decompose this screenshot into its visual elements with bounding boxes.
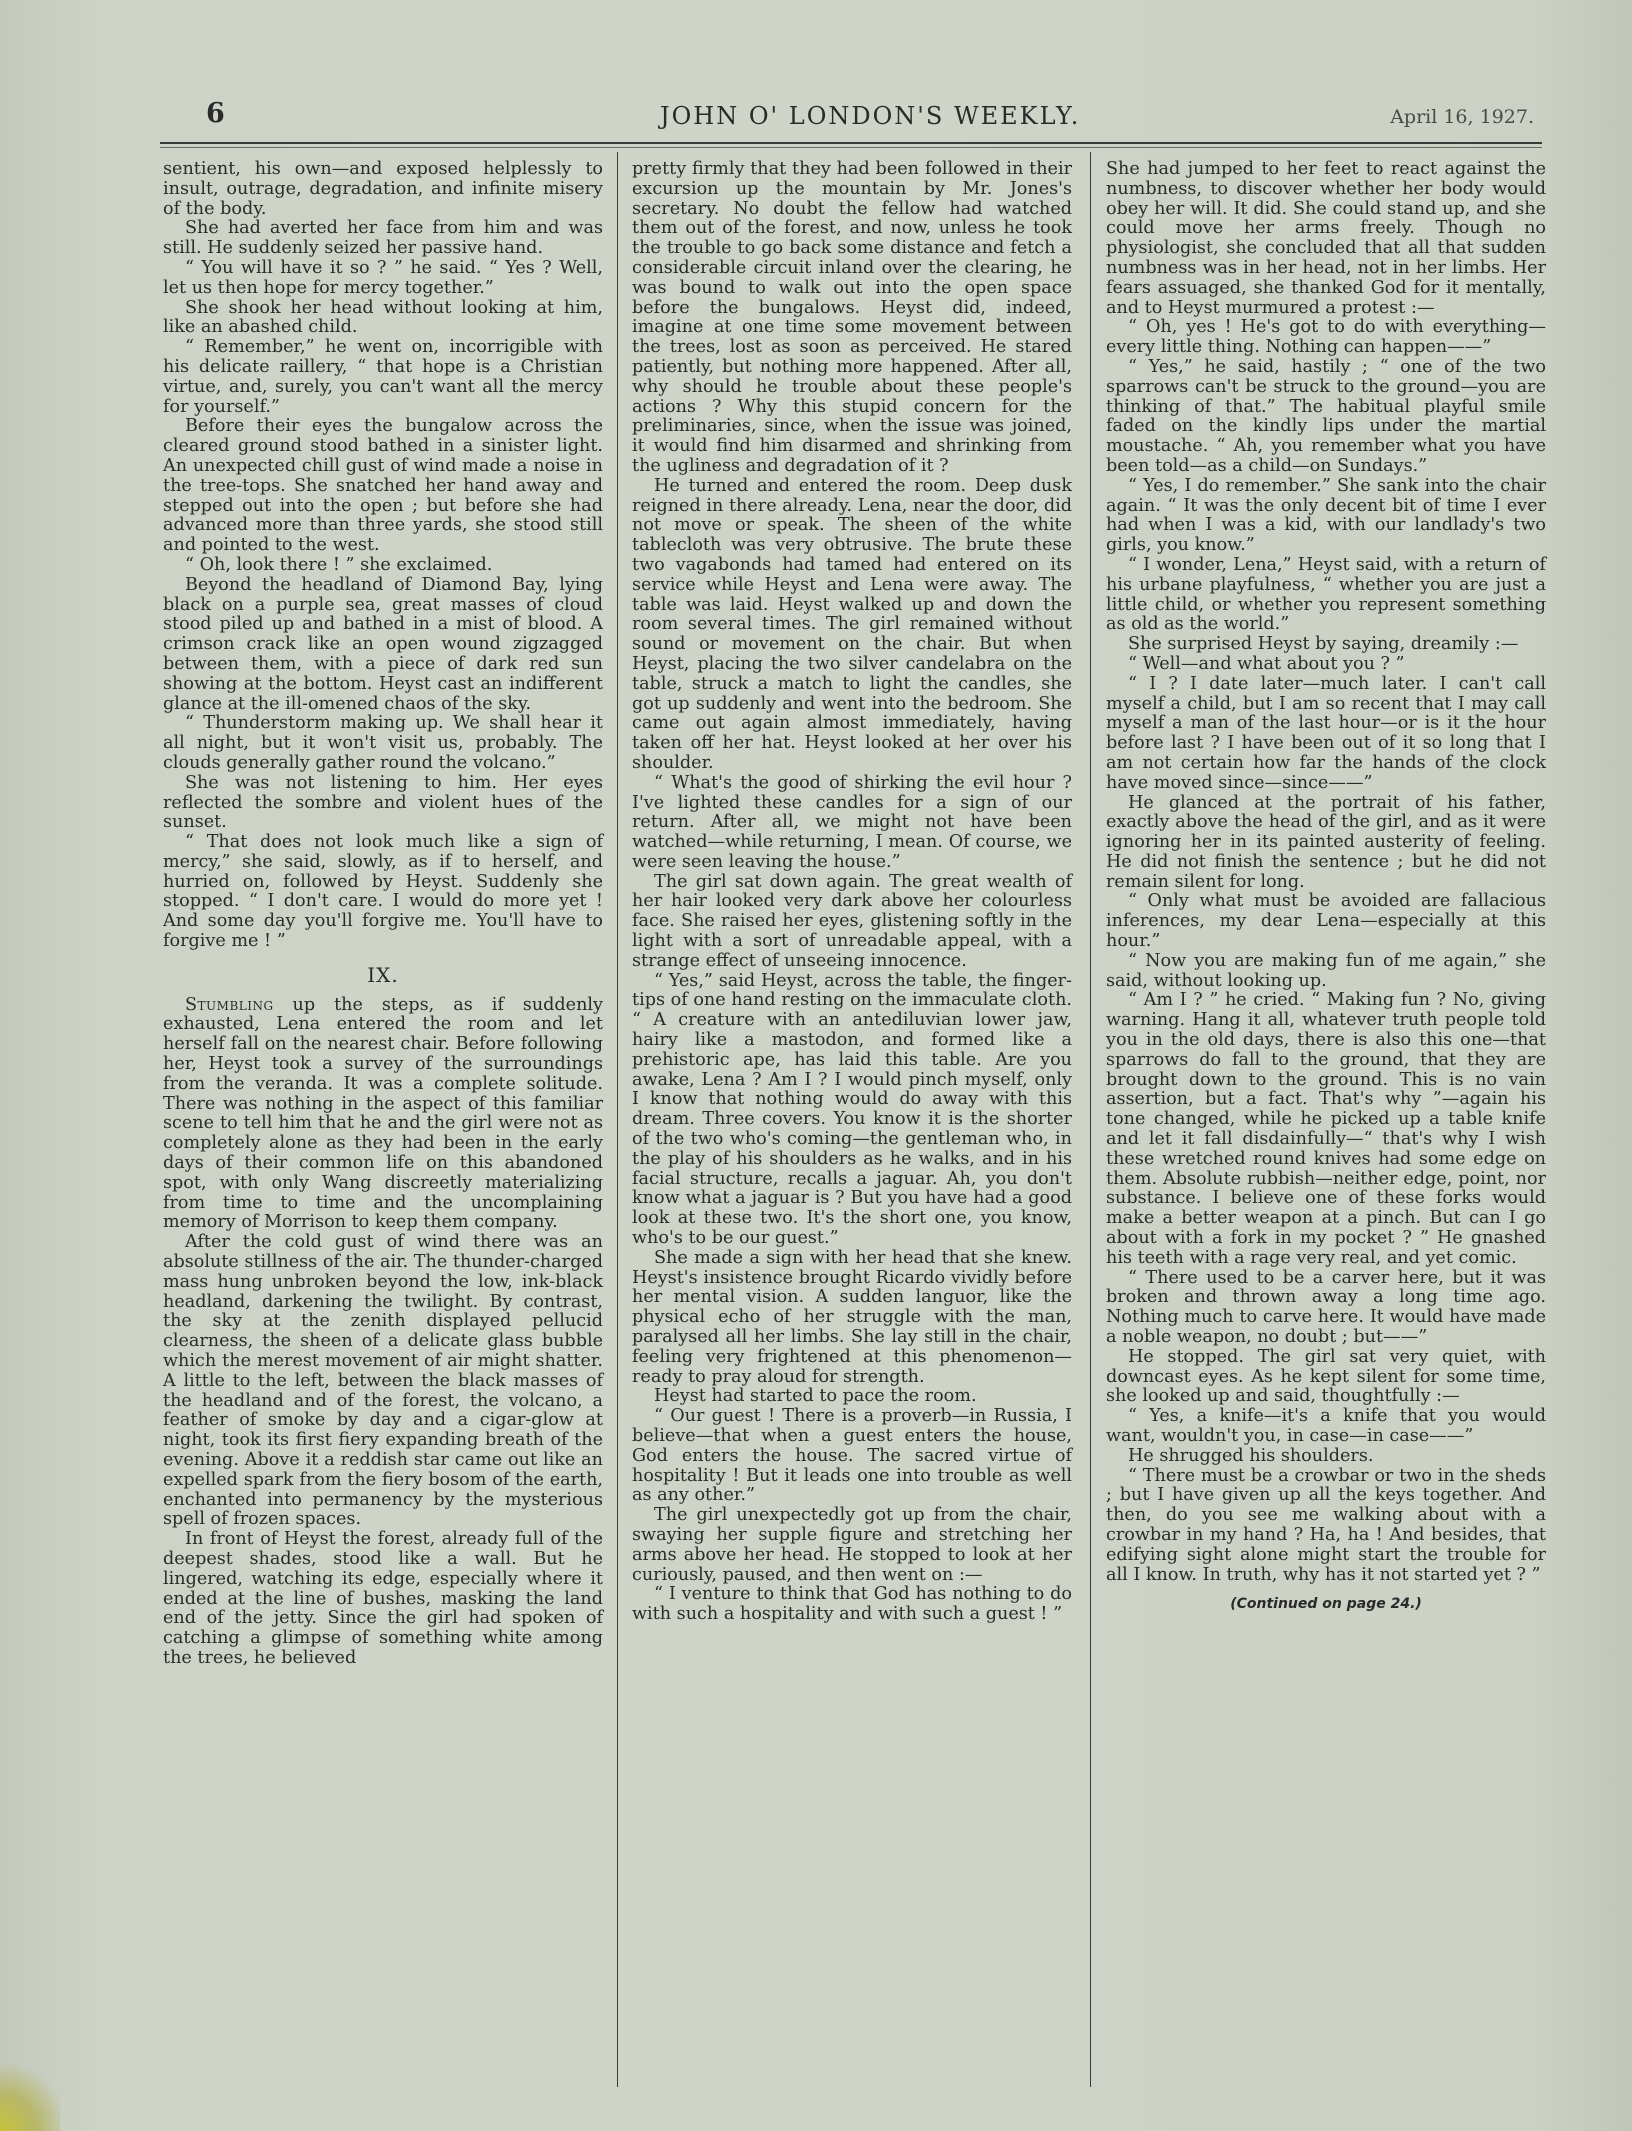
- continued-note: (Continued on page 24.): [1230, 1596, 1422, 1613]
- paragraph: In front of Heyst the forest, already full of the deepest shades, stood like a wall. But he lingered, watching its edge, especially where it ended at the line of bushes, masking the land end of the jetty. Since the girl had spoken of catching a glimpse of something white among the trees, he believed: [163, 1529, 603, 1668]
- paragraph: Before their eyes the bungalow across the cleared ground stood bathed in a sinister light. An unexpected chill gust of wind made a noise in the tree-tops. She snatched her hand away and stepped out into the open ; but before she had advanced more than three yards, she stood still and pointed to the west.: [163, 416, 603, 556]
- paragraph: He glanced at the portrait of his father, exactly above the head of the girl, and as it were ignoring her in its painted austerity of feeling. He did not finish the sentence ; but he did not remain silent for long.: [1106, 792, 1546, 892]
- paragraph: After the cold gust of wind there was an absolute stillness of the air. The thunder-charged mass hung unbroken beyond the low, ink-black headland, darkening the twilight. By contrast, the sky at the zenith displayed pellucid clearness, the sheen of a delicate glass bubble which the merest movement of air might shatter. A little to the left, between the black masses of the headland and of the forest, the volcano, a feather of smoke by day and a cigar-glow at night, took its first fiery expanding breath of the evening. Above it a reddish star came out like an expelled spark from the fiery bosom of the earth, enchanted into permanency by the mysterious spell of frozen spaces.: [163, 1232, 603, 1530]
- paragraph: She had jumped to her feet to react against the numbness, to discover whether her body would obey her will. It did. She could stand up, and she could move her arms freely. Though no physiologist, she concluded that all that sudden numbness was in her head, not in her limbs. Her fears assuaged, she thanked God for it mentally, and to Heyst murmured a protest :—: [1106, 159, 1546, 318]
- paragraph: “ Only what must be avoided are fallacious inferences, my dear Lena—especially at this hour.”: [1106, 891, 1546, 952]
- paragraph: “ There must be a crowbar or two in the sheds ; but I have given up all the keys together. And then, do you see me walking about with a crowbar in my hand ? Ha, ha ! And besides, that edifying sight alone might start the trouble for all I know. In truth, why has it not started yet ? ”: [1106, 1465, 1546, 1585]
- column-2: [632, 160, 1072, 1625]
- header-rule: [160, 142, 1542, 144]
- section-lead-word: Stumbling: [185, 994, 274, 1015]
- paragraph: “ I wonder, Lena,” Heyst said, with a return of his urbane playfulness, “ whether you are just a little child, or whether you represent something as old as the world.”: [1106, 554, 1546, 635]
- paragraph: “ I venture to think that God has nothing to do with such a hospitality and with such a guest ! ”: [632, 1584, 1072, 1625]
- paragraph: He shrugged his shoulders.: [1128, 1445, 1374, 1466]
- paragraph: “ Remember,” he went on, incorrigible with his delicate raillery, “ that hope is a Christian virtue, and, surely, you can't want all the mercy for yourself.”: [163, 337, 603, 417]
- section-heading: IX.: [367, 962, 399, 987]
- paragraph: She surprised Heyst by saying, dreamily :—: [1128, 634, 1519, 655]
- paragraph: “ There used to be a carver here, but it was broken and thrown away a long time ago. Nothing much to carve here. It would have made a noble weapon, no doubt ; but——”: [1106, 1267, 1546, 1348]
- paragraph: She had averted her face from him and was still. He suddenly seized her passive hand.: [163, 218, 603, 259]
- paragraph: She made a sign with her head that she knew. Heyst's insistence brought Ricardo vividly before her mental vision. A sudden languor, like the physical echo of her struggle with the man, paralysed all her limbs. She lay still in the chair, feeling very frightened at this phenomenon—ready to pray aloud for strength.: [632, 1247, 1072, 1387]
- paragraph: Beyond the headland of Diamond Bay, lying black on a purple sea, great masses of cloud stood piled up and bathed in a mist of blood. A crimson crack like an open wound zigzagged between them, with a piece of dark red sun showing at the bottom. Heyst cast an indifferent glance at the ill-omened chaos of the sky.: [163, 574, 603, 714]
- paragraph: “ What's the good of shirking the evil hour ? I've lighted these candles for a sign of our return. After all, we might not have been watched—while returning, I mean. Of course, we were seen leaving the house.”: [632, 772, 1072, 872]
- paragraph: “ Yes,” he said, hastily ; “ one of the two sparrows can't be struck to the ground—you are thinking of that.” The habitual playful smile faded on the kindly lips under the martial moustache. “ Ah, you remember what you have been told—as a child—on Sundays.”: [1106, 356, 1546, 476]
- paragraph: The girl unexpectedly got up from the chair, swaying her supple figure and stretching her arms above her head. He stopped to look at her curiously, paused, and then went on :—: [632, 1505, 1072, 1585]
- paragraph: pretty firmly that they had been followed in their excursion up the mountain by Mr. Jones's secretary. No doubt the fellow had watched them out of the forest, and now, unless he took the trouble to go back some distance and fetch a considerable circuit inland over the clearing, he was bound to walk out into the open space before the bungalows. Heyst did, indeed, imagine at one time some movement between the trees, lost as soon as perceived. He stared patiently, but nothing more happened. After all, why should he trouble about these people's actions ? Why this stupid concern for the preliminaries, since, when the issue was joined, it would find him disarmed and shrinking from the ugliness and degradation of it ?: [632, 159, 1072, 476]
- paragraph: The girl sat down again. The great wealth of her hair looked very dark above her colourless face. She raised her eyes, glistening softly in the light with a sort of unreadable appeal, with a strange effect of unseeing innocence.: [632, 871, 1072, 971]
- paragraph: Heyst had started to pace the room.: [654, 1386, 977, 1407]
- paragraph: “ Well—and what about you ? ”: [1128, 653, 1405, 674]
- column-divider-2: [1090, 152, 1091, 2087]
- paragraph: “ You will have it so ? ” he said. “ Yes ? Well, let us then hope for mercy together.”: [163, 257, 603, 298]
- paragraph: [163, 996, 603, 1234]
- paragraph: “ Thunderstorm making up. We shall hear it all night, but it won't visit us, probably. The clouds generally gather round the volcano.”: [163, 713, 603, 773]
- issue-date: April 16, 1927.: [1390, 106, 1534, 128]
- paragraph: “ That does not look much like a sign of mercy,” she said, slowly, as if to herself, and hurried on, followed by Heyst. Suddenly she stopped. “ I don't care. I would do more yet ! And some day you'll forgive me. You'll have to forgive me ! ”: [163, 832, 603, 952]
- page-number: 6: [206, 98, 225, 129]
- column-1: [163, 160, 603, 1669]
- paragraph: She shook her head without looking at him, like an abashed child.: [163, 297, 603, 338]
- paragraph: “ Now you are making fun of me again,” she said, without looking up.: [1106, 950, 1546, 991]
- paragraph: “ Yes, I do remember.” She sank into the chair again. “ It was the only decent bit of time I ever had when I was a kid, with our landlady's two girls, you know.”: [1106, 475, 1546, 556]
- paragraph: “ Oh, yes ! He's got to do with everything—every little thing. Nothing can happen——”: [1106, 317, 1546, 358]
- header-rule-thin: [160, 147, 1542, 148]
- paragraph: “ Oh, look there ! ” she exclaimed.: [185, 554, 493, 575]
- paragraph: “ Yes,” said Heyst, across the table, the finger-tips of one hand resting on the immaculate cloth. “ A creature with an antediluvian lower jaw, hairy like a mastodon, and formed like a prehistoric ape, has laid this table. Are you awake, Lena ? Am I ? I would pinch myself, only I know that nothing would do away with this dream. Three covers. You know it is the shorter of the two who's coming—the gentleman who, in the play of his shoulders as he walks, and in his facial structure, recalls a jaguar. Ah, you don't know what a jaguar is ? But you have had a good look at these two. It's the short one, you know, who's to be our guest.”: [632, 970, 1072, 1249]
- paragraph-text: up the steps, as if suddenly exhausted, Lena entered the room and let herself fall on the nearest chair. Before following her, Heyst took a survey of the surroundings from the veranda. It was a complete solitude. There was nothing in the aspect of this familiar scene to tell him that he and the girl were not as completely alone as they had been in the early days of their common life on this abandoned spot, with only Wang discreetly materializing from time to time and the uncomplaining memory of Morrison to keep them company.: [163, 994, 603, 1233]
- paragraph: He stopped. The girl sat very quiet, with downcast eyes. As he kept silent for some time, she looked up and said, thoughtfully :—: [1106, 1346, 1546, 1407]
- paper-stain: [0, 2061, 60, 2131]
- paragraph: “ I ? I date later—much later. I can't call myself a child, but I am so recent that I may call myself a man of the last hour—or is it the hour before last ? I have been out of it so long that I am not certain how far the hands of the clock have moved since—since——”: [1106, 673, 1546, 793]
- paragraph: “ Our guest ! There is a proverb—in Russia, I believe—that when a guest enters the house, God enters the house. The sacred virtue of hospitality ! But it leads one into trouble as well as any other.”: [632, 1406, 1072, 1506]
- paragraph: He turned and entered the room. Deep dusk reigned in there already. Lena, near the door, did not move or speak. The sheen of the white tablecloth was very obtrusive. The brute these two vagabonds had tamed had entered on its service while Heyst and Lena were away. The table was laid. Heyst walked up and down the room several times. The girl remained without sound or movement on the chair. But when Heyst, placing the two silver candelabra on the table, struck a match to light the candles, she got up suddenly and went into the bedroom. She came out again almost immediately, having taken off her hat. Heyst looked at her over his shoulder.: [632, 475, 1072, 773]
- column-divider-1: [617, 152, 618, 2087]
- publication-title: JOHN O' LONDON'S WEEKLY.: [660, 102, 1081, 130]
- paragraph: “ Yes, a knife—it's a knife that you would want, wouldn't you, in case—in case——”: [1106, 1406, 1546, 1446]
- page-header: [200, 96, 1540, 136]
- paragraph: She was not listening to him. Her eyes reflected the sombre and violent hues of the sunset.: [163, 772, 603, 833]
- column-3: [1106, 160, 1546, 1615]
- paragraph: sentient, his own—and exposed helplessly to insult, outrage, degradation, and infinite misery of the body.: [163, 159, 603, 219]
- paragraph: “ Am I ? ” he cried. “ Making fun ? No, giving warning. Hang it all, whatever truth people told you in the old days, there is also this one—that sparrows do fall to the ground, that they are brought down to the ground. This is no vain assertion, but a fact. That's why ”—again his tone changed, while he picked up a table knife and let it fall disdainfully—“ that's why I wish these wretched round knives had some edge on them. Absolute rubbish—neither edge, point, nor substance. I believe one of these forks would make a better weapon at a pinch. But can I go about with a fork in my pocket ? ” He gnashed his teeth with a rage very real, and yet comic.: [1106, 990, 1546, 1268]
